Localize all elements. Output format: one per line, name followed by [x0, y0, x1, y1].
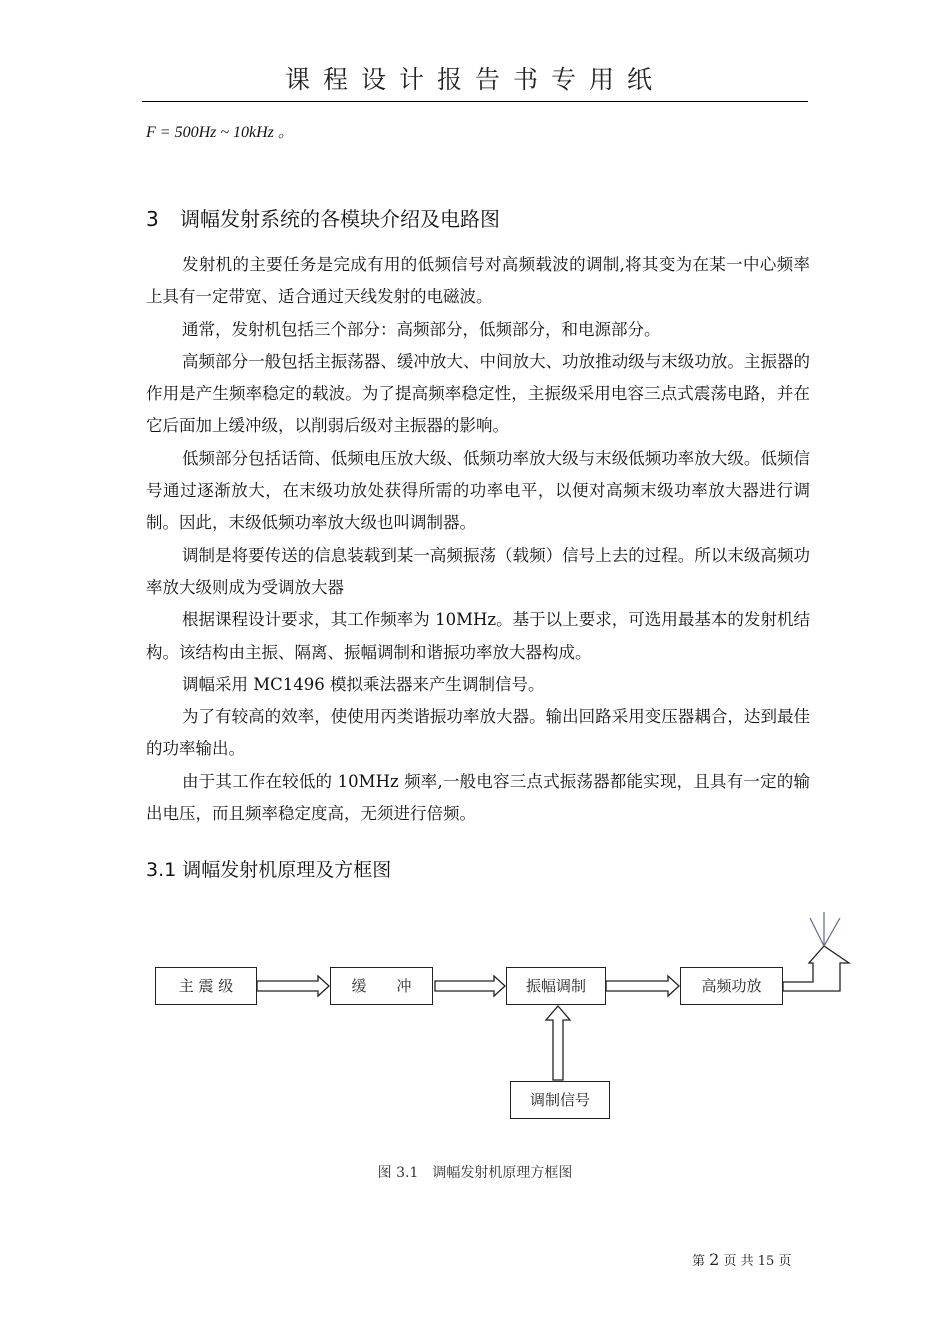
footer-prefix: 第	[692, 1254, 706, 1269]
arrow-amp-to-antenna	[783, 946, 849, 991]
section-heading	[146, 203, 500, 232]
figure-caption: 图 3.1 调幅发射机原理方框图	[377, 1165, 573, 1181]
diagram-connectors	[140, 900, 860, 1130]
paragraph: 由于其工作在较低的 10MHz 频率,一般电容三点式振荡器都能实现，且具有一定的输出电压，而且频率稳定度高，无须进行倍频。	[146, 771, 810, 824]
arrow-modulation-to-amp	[606, 976, 679, 996]
block-am-modulation: 振幅调制	[506, 967, 606, 1005]
frequency-formula: F = 500Hz ~ 10kHz 。	[146, 124, 294, 141]
arrow-osc-to-buffer	[257, 976, 329, 996]
page-header-title: 课程设计报告书专用纸	[284, 65, 665, 94]
block-buffer: 缓 冲	[330, 967, 433, 1005]
antenna-icon	[810, 912, 840, 946]
paragraph: 通常，发射机包括三个部分：高频部分，低频部分，和电源部分。	[182, 319, 661, 339]
paragraph: 为了有较高的效率，使使用丙类谐振功率放大器。输出回路采用变压器耦合，达到最佳的功率输出。	[146, 707, 810, 759]
footer-page-number: 2	[709, 1250, 720, 1269]
page-footer	[692, 1250, 791, 1269]
paragraph: 调制是将要传送的信息装载到某一高频振荡（载频）信号上去的过程。所以末级高频功率放大级则成为受调放大器	[146, 545, 810, 597]
section-title: 调幅发射系统的各模块介绍及电路图	[180, 207, 500, 231]
subsection-heading: 3.1 调幅发射机原理及方框图	[146, 859, 392, 881]
paragraph: 调幅采用 MC1496 模拟乘法器来产生调制信号。	[182, 674, 545, 694]
arrow-buffer-to-modulation	[435, 976, 505, 996]
block-diagram	[140, 900, 860, 1130]
header-rule	[142, 101, 808, 102]
body-text	[146, 249, 810, 830]
footer-total-pages: 15	[757, 1254, 775, 1269]
block-modulating-signal: 调制信号	[510, 1081, 610, 1119]
footer-suffix: 页	[778, 1254, 792, 1269]
paragraph: 发射机的主要任务是完成有用的低频信号对高频载波的调制,将其变为在某一中心频率上具有一定带宽、适合通过天线发射的电磁波。	[146, 255, 810, 307]
paragraph: 根据课程设计要求，其工作频率为 10MHz。基于以上要求，可选用最基本的发射机结构。该结构由主振、隔离、振幅调制和谐振功率放大器构成。	[146, 610, 810, 662]
section-number: 3	[146, 207, 159, 231]
paragraph: 低频部分包括话筒、低频电压放大级、低频功率放大级与末级低频功率放大级。低频信号通过逐渐放大，在末级功放处获得所需的功率电平，以便对高频末级功率放大器进行调制。因此，末级低频功率放大级也叫调制器。	[146, 448, 810, 533]
arrow-signal-to-modulation	[546, 1006, 570, 1080]
paragraph: 高频部分一般包括主振荡器、缓冲放大、中间放大、功放推动级与末级功放。主振器的作用是产生频率稳定的载波。为了提高频率稳定性，主振级采用电容三点式震荡电路，并在它后面加上缓冲级，以削弱后级对主振器的影响。	[146, 351, 810, 436]
footer-middle: 页 共	[723, 1254, 754, 1269]
block-rf-power-amp: 高频功放	[680, 967, 783, 1005]
block-main-oscillator: 主 震 级	[155, 967, 257, 1005]
